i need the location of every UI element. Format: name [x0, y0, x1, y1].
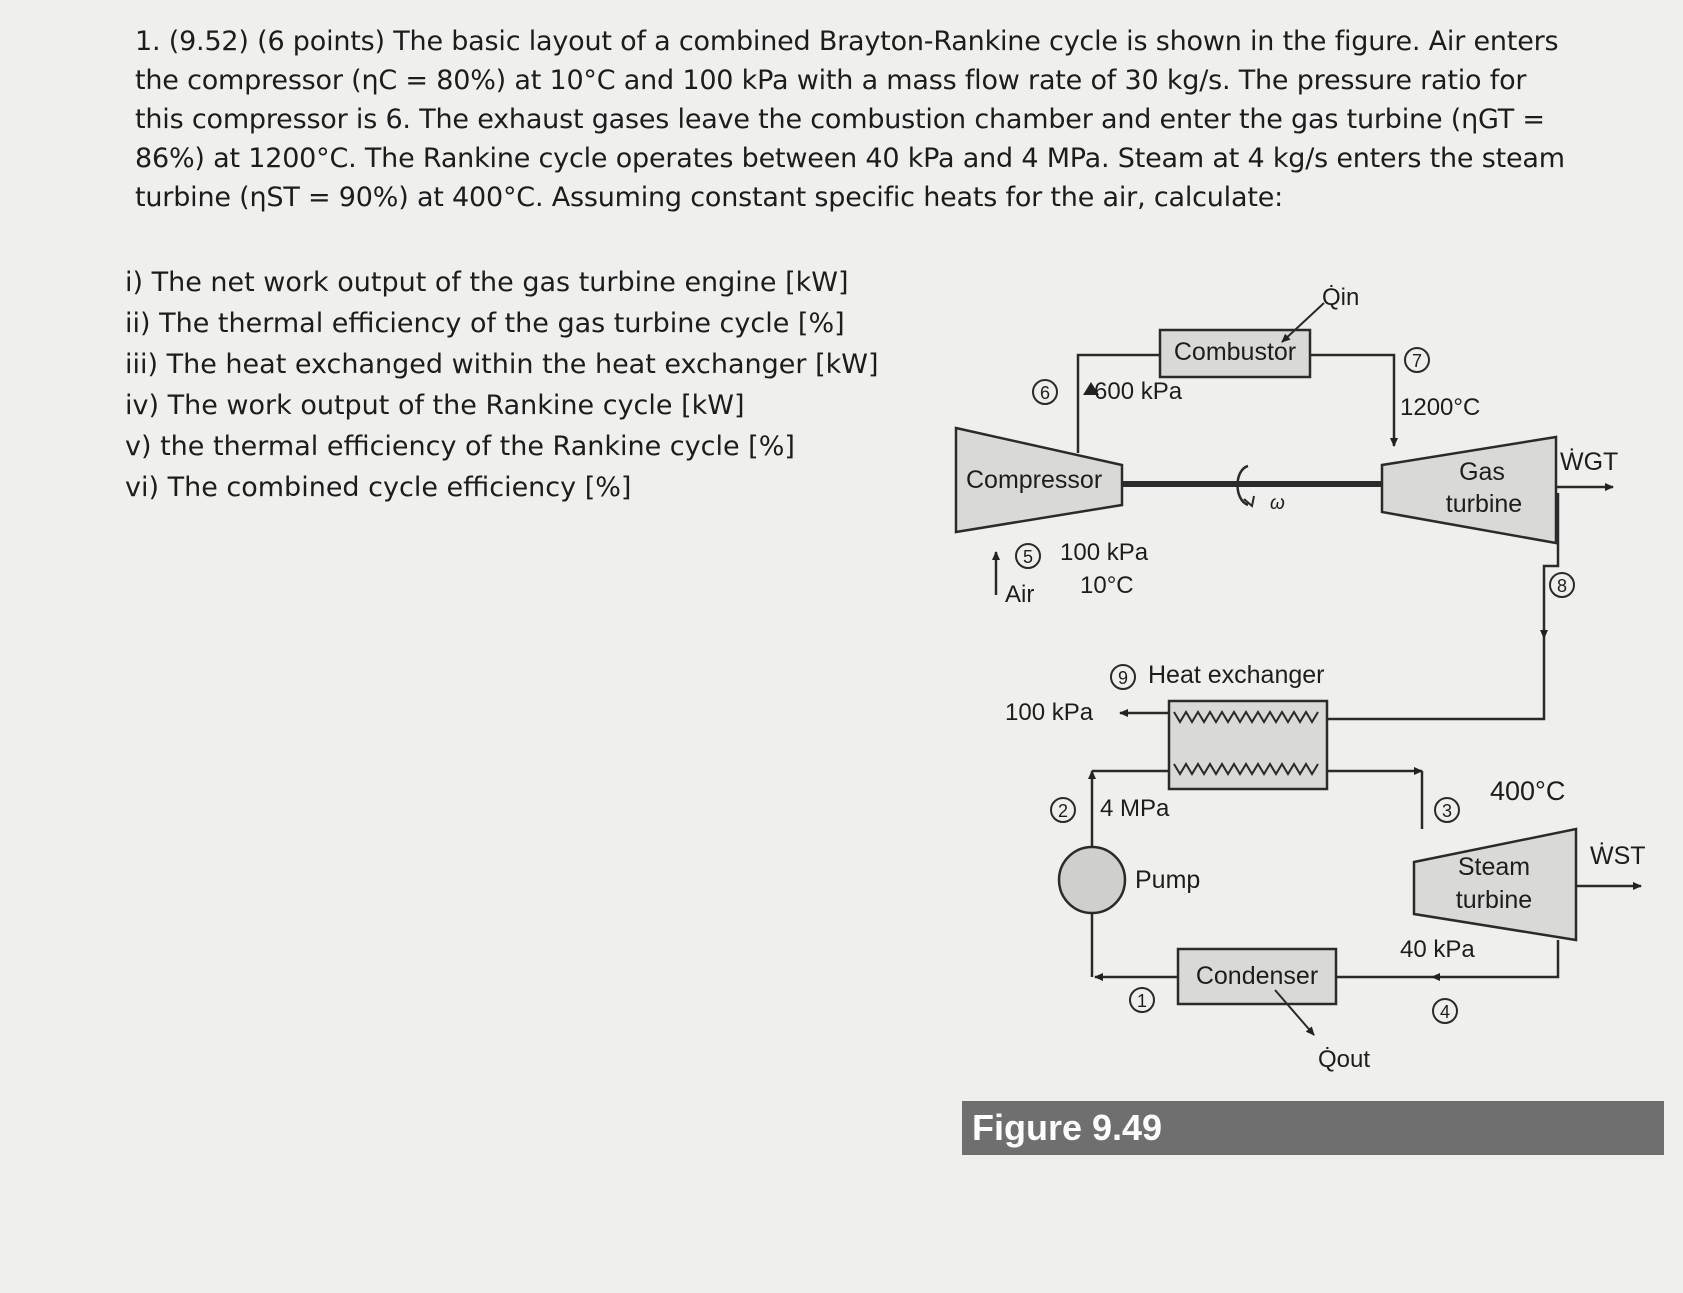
compressor-label: Compressor — [966, 466, 1103, 494]
air-label: Air — [1005, 581, 1035, 608]
steam-turbine-label-1: Steam — [1457, 853, 1531, 881]
state-6-number: 6 — [1039, 383, 1051, 403]
combustor-label: Combustor — [1173, 338, 1297, 366]
question-item: vi) The combined cycle efficiency [%] — [125, 472, 632, 503]
state-9-number: 9 — [1117, 668, 1129, 688]
state-2-number: 2 — [1057, 801, 1069, 821]
steam-turbine-label-2: turbine — [1455, 886, 1533, 914]
state-7-number: 7 — [1411, 351, 1423, 371]
question-item: ii) The thermal efficiency of the gas turbine cycle [%] — [125, 308, 845, 339]
state-3-temperature: 400°C — [1490, 776, 1566, 806]
question-item: v) the thermal efficiency of the Rankine cycle [%] — [125, 431, 795, 462]
omega-label: ω — [1270, 493, 1285, 514]
state-3-number: 3 — [1441, 801, 1453, 821]
state-4-pressure: 40 kPa — [1400, 936, 1475, 963]
question-item: iv) The work output of the Rankine cycle [kW] — [125, 390, 745, 421]
state-9-pressure: 100 kPa — [1005, 699, 1094, 726]
state-5-pressure: 100 kPa — [1060, 539, 1149, 566]
qin-label: Q̇in — [1322, 284, 1360, 311]
state-1-number: 1 — [1136, 991, 1148, 1011]
pump-label: Pump — [1135, 866, 1201, 894]
gas-turbine-label-1: Gas — [1459, 458, 1505, 486]
wst-label: ẆST — [1590, 842, 1646, 870]
state-5-temperature: 10°C — [1080, 572, 1134, 599]
state-6-pressure: 600 kPa — [1094, 378, 1183, 405]
question-item: iii) The heat exchanged within the heat exchanger [kW] — [125, 349, 879, 380]
pipe-combustor-to-7 — [1310, 355, 1394, 446]
state-8-number: 8 — [1556, 576, 1568, 596]
steam-turbine-body — [1414, 829, 1576, 940]
state-2-pressure: 4 MPa — [1100, 795, 1170, 822]
state-5-number: 5 — [1022, 547, 1034, 567]
wgt-label: ẆGT — [1560, 448, 1619, 476]
pipe-to-hx-right — [1323, 638, 1544, 719]
figure-caption: Figure 9.49 — [972, 1107, 1163, 1148]
figure-caption-bar — [962, 1101, 1664, 1155]
state-4-number: 4 — [1439, 1002, 1451, 1022]
state-7-temperature: 1200°C — [1400, 394, 1481, 421]
gas-turbine-label-2: turbine — [1445, 490, 1523, 518]
problem-text: 1. (9.52) (6 points) The basic layout of a combined Brayton-Rankine cycle is shown in the figure. Air enters the compressor (ηC = 80%) at 10°C and 100 kPa with a mass flow rate of 30 kg/s. The pressure ratio for this compressor is 6. The exhaust gases leave the combustion chamber and enter the gas turbine (ηGT = 86%) at 1200°C. The Rankine cycle operates between 40 kPa and 4 MPa. Steam at 4 kg/s enters the steam turbine (ηST = 90%) at 400°C. Assuming constant specific heats for the air, calculate: — [135, 26, 1565, 213]
pump-circle — [1059, 847, 1125, 913]
heat-exchanger-label: Heat exchanger — [1148, 661, 1325, 689]
qout-label: Q̇out — [1318, 1046, 1371, 1073]
question-item: i) The net work output of the gas turbine engine [kW] — [125, 267, 849, 298]
condenser-label: Condenser — [1195, 962, 1319, 990]
